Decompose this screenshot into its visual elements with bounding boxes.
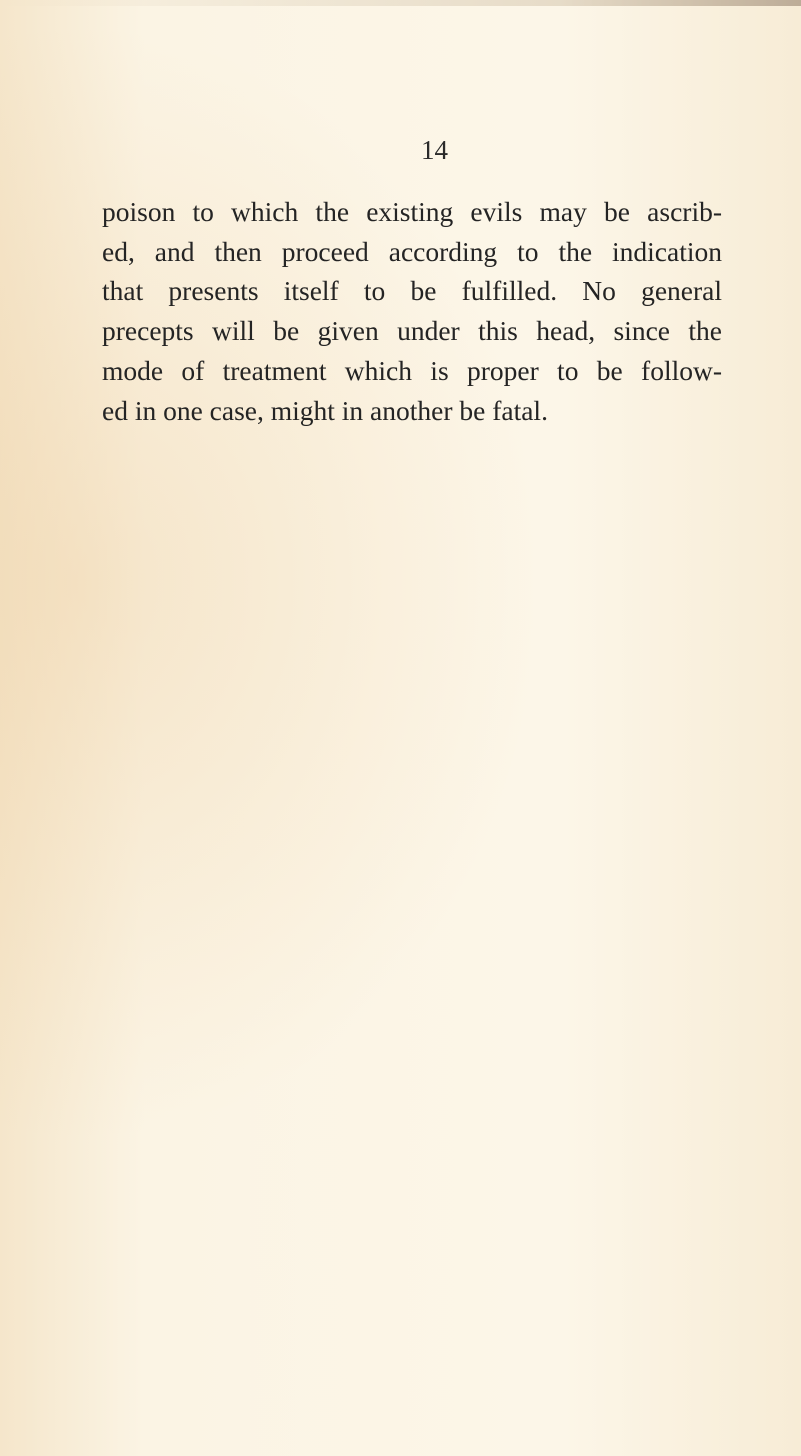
text-line: mode of treatment which is proper to be follow- (102, 354, 722, 386)
text-line: that presents itself to be fulfilled. No general (102, 275, 722, 307)
text-line: poison to which the existing evils may be ascrib- (102, 196, 722, 227)
text-line: precepts will be given under this head, since the (102, 315, 722, 347)
body-paragraph (102, 192, 722, 430)
page-number: 14 (421, 135, 448, 165)
page-top-edge (0, 0, 801, 6)
text-line: ed in one case, might in another be fatal. (102, 394, 548, 426)
text-line: ed, and then proceed according to the indication (102, 235, 722, 267)
